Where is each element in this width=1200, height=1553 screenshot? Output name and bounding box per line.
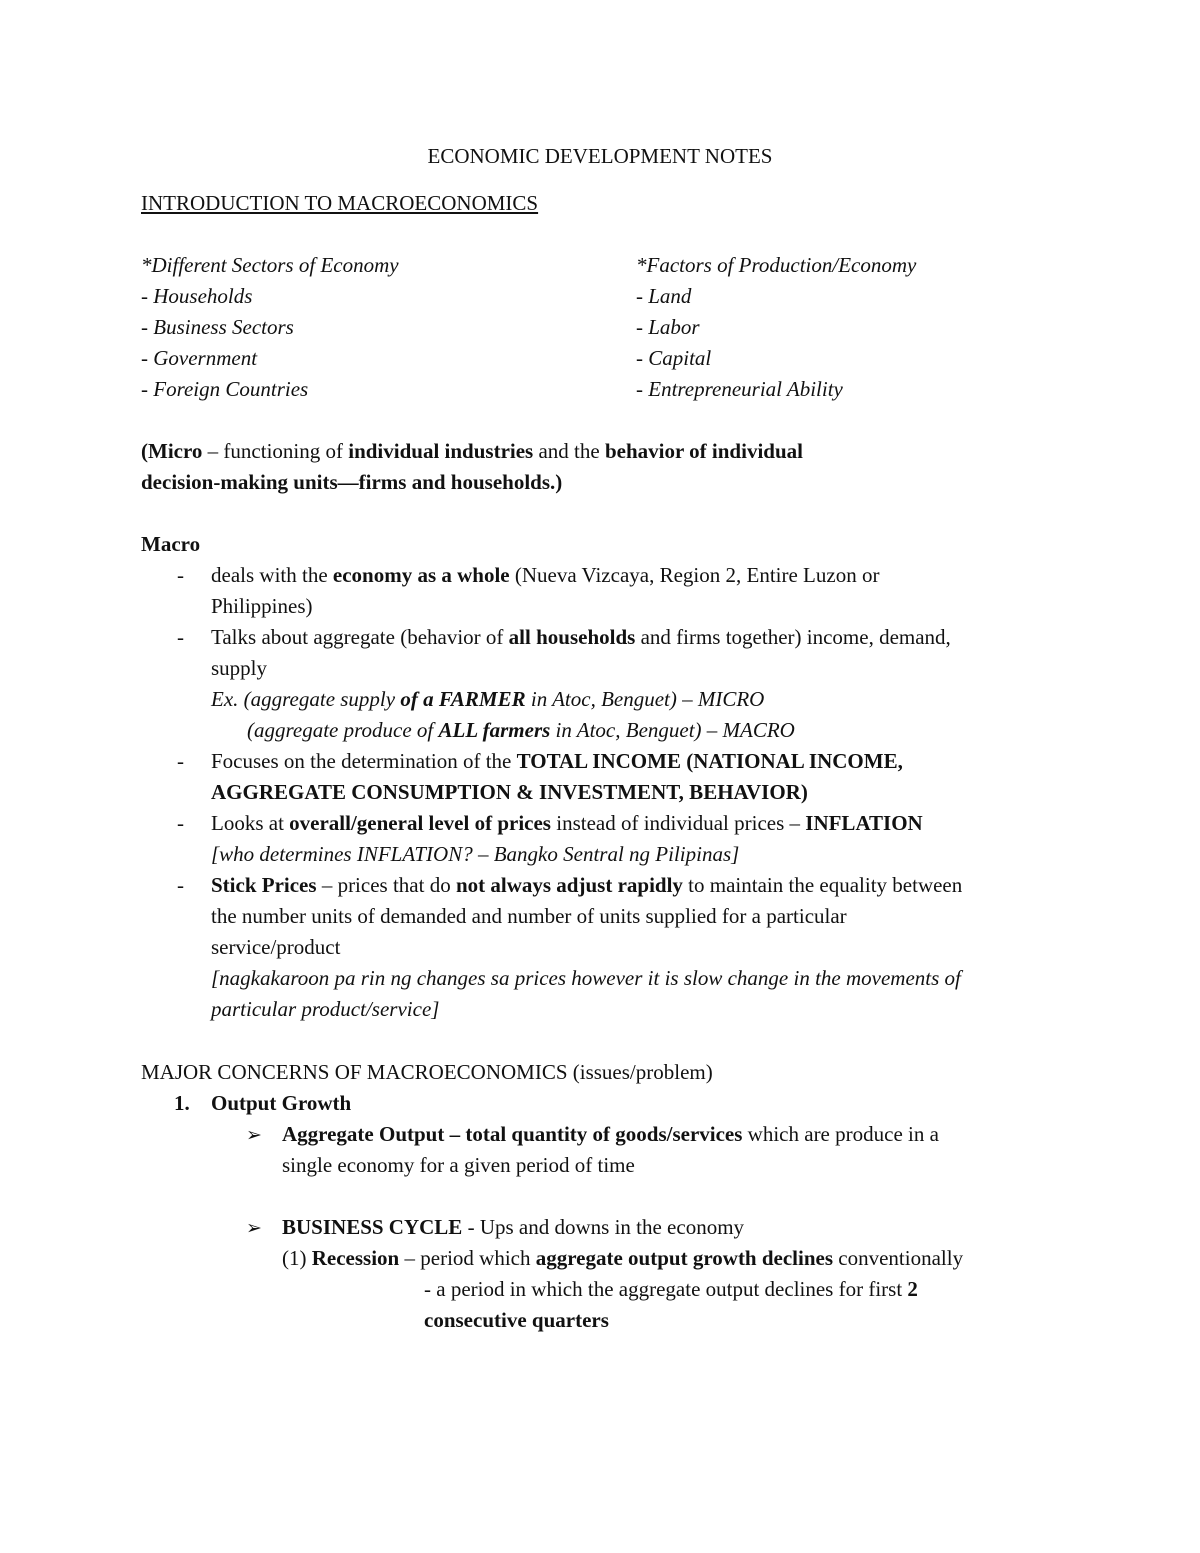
macro-heading: Macro	[141, 532, 201, 556]
micro-definition-line-1	[141, 436, 803, 467]
emphasis: Stick Prices	[211, 873, 317, 897]
text-run: and the	[533, 439, 605, 463]
text-run: deals with the	[211, 563, 333, 587]
bullet-dash: -	[177, 811, 184, 835]
text-run: Looks at	[211, 811, 290, 835]
bullet-dash: -	[177, 873, 184, 897]
text-run: service/product	[211, 935, 341, 959]
output-growth-label: Output Growth	[211, 1091, 352, 1115]
concerns-heading: MAJOR CONCERNS OF MACROECONOMICS (issues/problem)	[141, 1060, 713, 1084]
section-heading: INTRODUCTION TO MACROECONOMICS	[141, 191, 539, 215]
text-run: – period which	[399, 1246, 536, 1270]
emphasis: Aggregate Output – total quantity of goods/services	[282, 1122, 743, 1146]
emphasis: AGGREGATE CONSUMPTION & INVESTMENT, BEHAVIOR)	[211, 780, 808, 804]
sector-item: - Households	[141, 284, 253, 308]
macro-bullet-3	[211, 746, 1071, 808]
recession-definition-line-2: consecutive quarters	[424, 1308, 609, 1332]
text-run: Talks about aggregate (behavior of	[211, 625, 509, 649]
factor-item: - Capital	[636, 346, 712, 370]
example-micro	[211, 684, 1071, 715]
aggregate-output-line-1	[282, 1119, 939, 1150]
factors-heading: *Factors of Production/Economy	[636, 253, 917, 277]
factor-item: - Entrepreneurial Ability	[636, 377, 843, 401]
emphasis: economy as a whole	[332, 563, 510, 587]
emphasis: all households	[508, 625, 636, 649]
bullet-dash: -	[177, 749, 184, 773]
business-cycle-line	[282, 1212, 744, 1243]
text-run: conventionally	[833, 1246, 964, 1270]
sector-item: - Government	[141, 346, 258, 370]
inflation-note: [who determines INFLATION? – Bangko Sentral ng Pilipinas]	[211, 842, 740, 866]
text-run: instead of individual prices –	[550, 811, 806, 835]
emphasis: aggregate output growth declines	[535, 1246, 834, 1270]
text-run: – functioning of	[202, 439, 349, 463]
emphasis: BUSINESS CYCLE	[282, 1215, 463, 1239]
factor-item: - Labor	[636, 315, 700, 339]
macro-bullet-5	[211, 870, 1071, 1025]
text-run: (aggregate produce of	[247, 718, 439, 742]
document-title: ECONOMIC DEVELOPMENT NOTES	[427, 144, 773, 168]
emphasis: behavior of individual	[604, 439, 803, 463]
text-run: in Atoc, Benguet) – MACRO	[550, 718, 795, 742]
emphasis: ALL farmers	[438, 718, 551, 742]
text-run: to maintain the equality between	[682, 873, 963, 897]
sticky-price-note: [nagkakaroon pa rin ng changes sa prices however it is slow change in the movements of	[211, 966, 961, 990]
example-macro	[211, 715, 1071, 746]
text-run: (1)	[282, 1246, 312, 1270]
sector-item: - Business Sectors	[141, 315, 294, 339]
emphasis: Recession	[311, 1246, 400, 1270]
arrow-bullet-icon: ➢	[246, 1218, 262, 1239]
list-number: 1.	[174, 1091, 190, 1115]
text-run: (Nueva Vizcaya, Region 2, Entire Luzon or	[509, 563, 880, 587]
factor-item: - Land	[636, 284, 692, 308]
text-run: in Atoc, Benguet) – MICRO	[525, 687, 765, 711]
text-run: - Ups and downs in the economy	[462, 1215, 745, 1239]
sticky-price-note: particular product/service]	[211, 997, 440, 1021]
sectors-heading: *Different Sectors of Economy	[141, 253, 399, 277]
text-run: – prices that do	[316, 873, 456, 897]
emphasis: TOTAL INCOME (NATIONAL INCOME,	[516, 749, 903, 773]
emphasis: 2	[907, 1277, 918, 1301]
text-run: the number units of demanded and number of units supplied for a particular	[211, 904, 847, 928]
recession-line	[282, 1243, 963, 1274]
text-run: - a period in which the aggregate output declines for first	[424, 1277, 908, 1301]
bullet-dash: -	[177, 563, 184, 587]
macro-bullet-2	[211, 622, 1071, 746]
recession-definition-line-1	[424, 1274, 918, 1305]
micro-definition-line-2: decision-making units—firms and households.)	[141, 470, 563, 494]
macro-bullet-4	[211, 808, 1071, 870]
text-run: which are produce in a	[742, 1122, 939, 1146]
text-run: Focuses on the determination of the	[211, 749, 517, 773]
aggregate-output-line-2: single economy for a given period of time	[282, 1153, 635, 1177]
emphasis: not always adjust rapidly	[455, 873, 683, 897]
bullet-dash: -	[177, 625, 184, 649]
arrow-bullet-icon: ➢	[246, 1125, 262, 1146]
emphasis: INFLATION	[805, 811, 923, 835]
emphasis: overall/general level of prices	[289, 811, 551, 835]
text-run: Ex. (aggregate supply	[211, 687, 401, 711]
macro-bullet-1	[211, 560, 1071, 622]
sector-item: - Foreign Countries	[141, 377, 309, 401]
micro-label: (Micro	[141, 439, 203, 463]
emphasis: of a FARMER	[400, 687, 526, 711]
text-run: supply	[211, 656, 268, 680]
emphasis: individual industries	[348, 439, 534, 463]
text-run: and firms together) income, demand,	[635, 625, 951, 649]
text-run: Philippines)	[211, 594, 313, 618]
